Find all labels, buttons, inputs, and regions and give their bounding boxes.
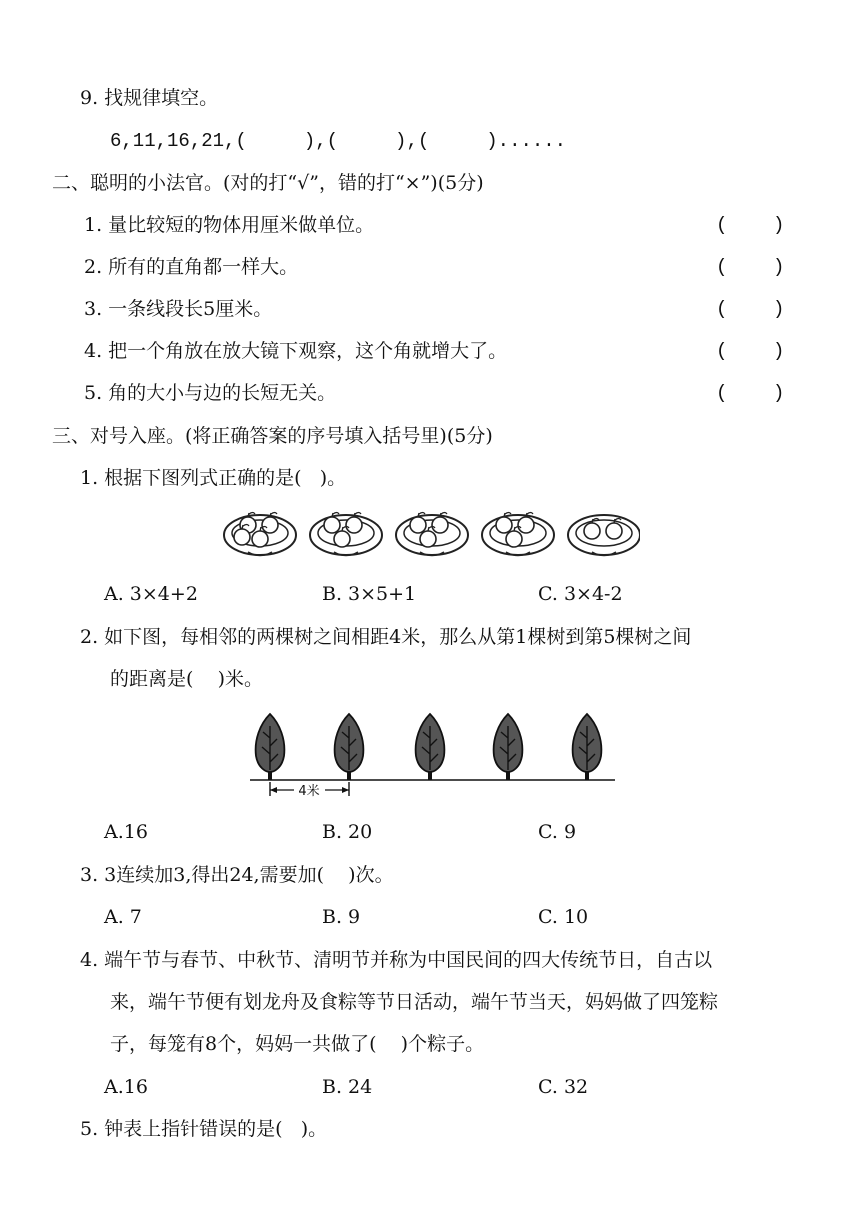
distance-marker (270, 782, 349, 799)
tree-1 (256, 714, 285, 780)
question-3-option-a[interactable]: A. 7 (104, 906, 142, 928)
question-4-option-a[interactable]: A.16 (104, 1076, 148, 1098)
trees-figure (250, 706, 615, 802)
question-3-stem: 3. 3连续加3,得出24,需要加( )次。 (80, 864, 394, 886)
tree-3 (416, 714, 445, 780)
answer-blank-2[interactable]: ( ) (716, 256, 785, 278)
question-9-title: 9. 找规律填空。 (80, 87, 219, 109)
question-4-stem-line2: 来，端午节便有划龙舟及食粽等节日活动，端午节当天，妈妈做了四笼粽 (110, 991, 719, 1013)
distance-label: 4米 (298, 784, 320, 799)
tree-5 (573, 714, 602, 780)
judge-item-3: 3. 一条线段长5厘米。 (84, 298, 273, 320)
question-2-option-c[interactable]: C. 9 (538, 821, 577, 843)
answer-blank-1[interactable]: ( ) (716, 214, 785, 236)
judge-item-5: 5. 角的大小与边的长短无关。 (84, 382, 337, 404)
question-4-stem-line1: 4. 端午节与春节、中秋节、清明节并称为中国民间的四大传统节日，自古以 (80, 949, 713, 971)
question-3-option-c[interactable]: C. 10 (538, 906, 589, 928)
plate-4 (482, 513, 554, 556)
question-1-option-a[interactable]: A. 3×4+2 (104, 583, 198, 605)
answer-blank-4[interactable]: ( ) (716, 340, 785, 362)
plate-1 (224, 513, 296, 556)
plate-3 (396, 513, 468, 556)
plate-5 (568, 515, 640, 556)
question-4-stem-line3: 子，每笼有8个，妈妈一共做了( )个粽子。 (110, 1033, 485, 1055)
question-2-stem-line2: 的距离是( )米。 (110, 668, 263, 690)
judge-item-1: 1. 量比较短的物体用厘米做单位。 (84, 214, 375, 236)
question-2-option-b[interactable]: B. 20 (322, 821, 373, 843)
question-1-option-b[interactable]: B. 3×5+1 (322, 583, 417, 605)
question-5-stem: 5. 钟表上指针错误的是( )。 (80, 1118, 328, 1140)
tree-4 (494, 714, 523, 780)
question-1-stem: 1. 根据下图列式正确的是( )。 (80, 467, 347, 489)
question-9-sequence: 6,11,16,21,( ),( ),( )...... (110, 130, 567, 152)
question-1-option-c[interactable]: C. 3×4-2 (538, 583, 623, 605)
question-4-option-b[interactable]: B. 24 (322, 1076, 373, 1098)
judge-item-4: 4. 把一个角放在放大镜下观察，这个角就增大了。 (84, 340, 508, 362)
question-2-option-a[interactable]: A.16 (104, 821, 148, 843)
answer-blank-3[interactable]: ( ) (716, 298, 785, 320)
question-2-stem-line1: 2. 如下图，每相邻的两棵树之间相距4米，那么从第1棵树到第5棵树之间 (80, 626, 692, 648)
section-3-heading: 三、对号入座。(将正确答案的序号填入括号里)(5分) (52, 425, 493, 447)
section-2-heading: 二、聪明的小法官。(对的打“√”，错的打“×”)(5分) (52, 172, 484, 194)
tree-2 (335, 714, 364, 780)
question-4-option-c[interactable]: C. 32 (538, 1076, 589, 1098)
judge-item-2: 2. 所有的直角都一样大。 (84, 256, 299, 278)
question-3-option-b[interactable]: B. 9 (322, 906, 361, 928)
plate-2 (310, 513, 382, 556)
answer-blank-5[interactable]: ( ) (716, 382, 785, 404)
apple-plates-figure (220, 505, 640, 563)
